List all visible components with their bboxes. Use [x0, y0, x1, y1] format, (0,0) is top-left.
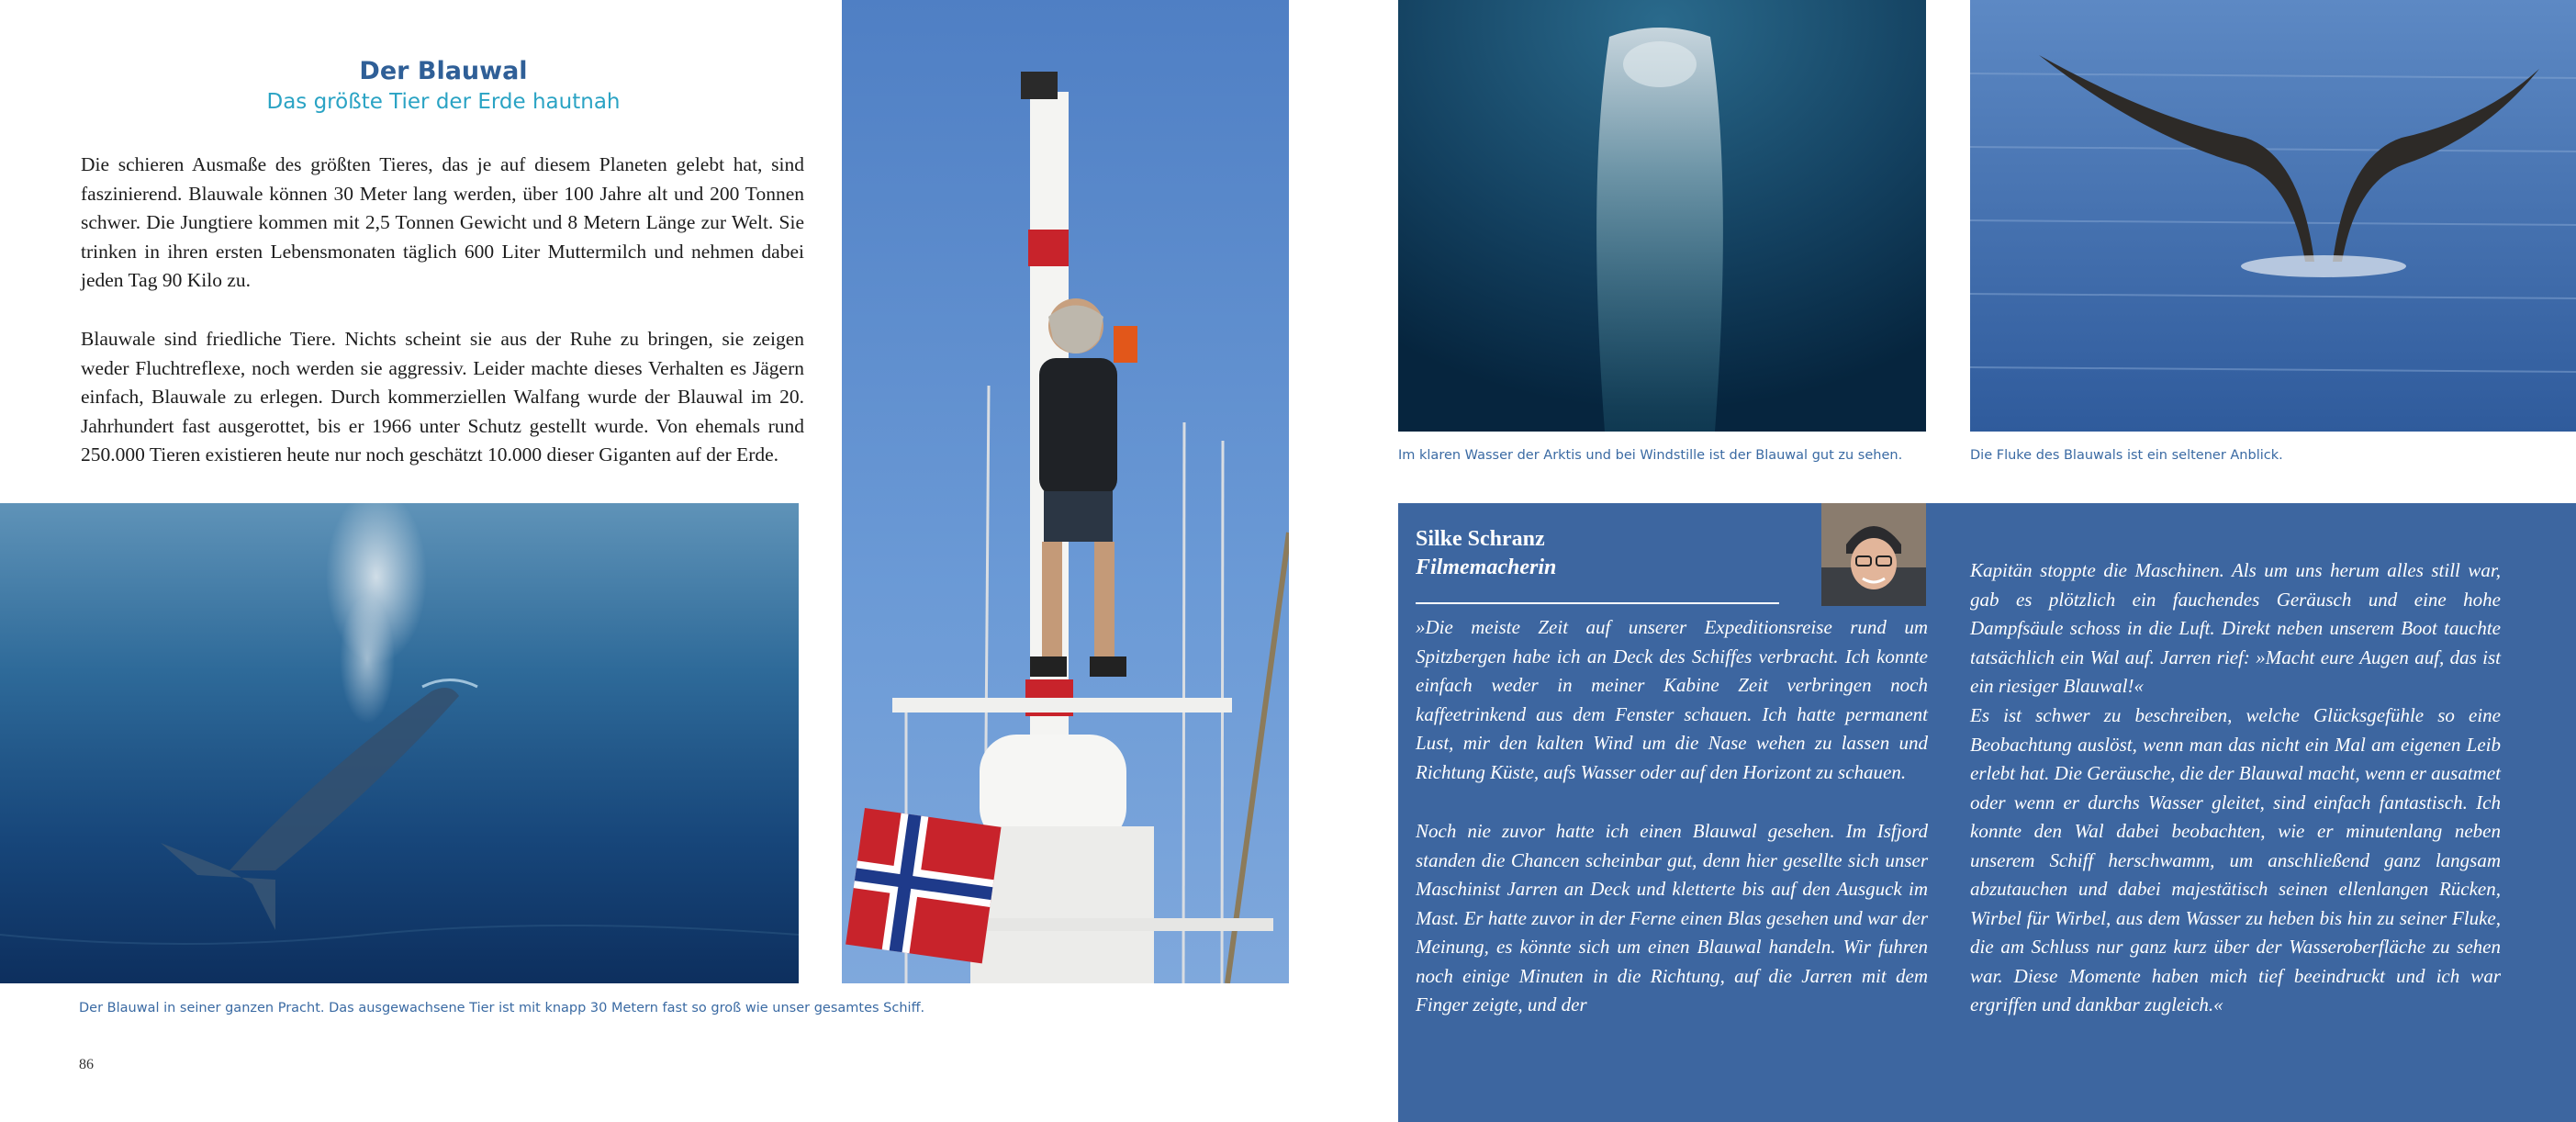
body-paragraph-1: Die schieren Ausmaße des größten Tieres, das je auf diesem Planeten gelebt hat, sind faszinierend. Blauwale können 30 Meter lang werden, über 100 Jahre alt und 200 Tonnen schwer. Die Jungtiere kommen mit 2,5 Tonnen Gewicht und 8 Metern Länge zur Welt. Sie trinken in ihren ersten Lebensmonaten täglich 600 Liter Muttermilch und nehmen dabei jeden Tag 90 Kilo zu. — [81, 153, 804, 291]
whale-fluke-photo — [1970, 0, 2576, 432]
ship-mast-photo — [842, 0, 1289, 983]
name-divider — [1416, 602, 1779, 604]
underwater-photo-caption: Im klaren Wasser der Arktis und bei Windstille ist der Blauwal gut zu sehen. — [1398, 448, 1903, 463]
blue-whale-sea-photo — [0, 503, 799, 983]
interviewee-portrait — [1821, 503, 1926, 606]
article-title: Der Blauwal — [359, 57, 528, 85]
interview-quote-col2-paragraph2: Es ist schwer zu beschreiben, welche Glücksgefühle so eine Beobachtung auslöst, wenn man das nicht ein Mal am eigenen Leib erlebt hat. Die Geräusche, die der Blauwal macht, wenn er ausatmet oder wenn er durchs Wasser gleitet, sind einfach fantastisch. Ich konnte den Wal dabei beobachten, wie er minutenlang neben unserem Schiff herschwamm, um anschließend ganz langsam abzutauchen und dabei majestätisch seinen ellenlangen Rücken, Wirbel für Wirbel, aus dem Wasser zu heben bis hin zu seiner Fluke, die am Schluss nur ganz kurz über der Wasseroberfläche zu sehen war. Diese Momente haben mich tief beeindruckt und ich war ergriffen und dankbar zugleich.« — [1970, 704, 2501, 1015]
interviewee-role: Filmemacherin — [1416, 555, 1557, 579]
page-number: 86 — [79, 1057, 94, 1072]
article-subtitle: Das größte Tier der Erde hautnah — [266, 90, 621, 114]
interview-quote-col1-paragraph2: Noch nie zuvor hatte ich einen Blauwal gesehen. Im Isfjord standen die Chancen scheinbar gut, denn hier gesellte sich unser Maschinist Jarren an Deck und kletterte bis auf den Ausguck im Mast. Er hatte zuvor in der Ferne einen Blas gesehen und war der Meinung, es könnte sich um einen Blauwal handeln. Wir fuhren noch einige Minuten in die Richtung, auf die Jarren mit dem Finger zeigte, und der — [1416, 820, 1928, 1015]
body-paragraph-2: Blauwale sind friedliche Tiere. Nichts scheint sie aus der Ruhe zu bringen, sie zeigen weder Fluchtreflexe, noch werden sie aggressiv. Leider machte dieses Verhalten es Jägern einfach, Blauwale zu erlegen. Durch kommerziellen Walfang wurde der Blauwal im 20. Jahrhundert fast ausgerottet, bis er 1966 unter Schutz gestellt wurde. Von ehemals rund 250.000 Tieren existieren heute nur noch geschätzt 10.000 dieser Giganten auf der Erde. — [81, 328, 804, 466]
underwater-whale-photo — [1398, 0, 1926, 432]
interview-quote-col2-paragraph1: Kapitän stoppte die Maschinen. Als um uns herum alles still war, gab es plötzlich ein fauchendes Geräusch und eine hohe Dampfsäule schoss in die Luft. Direkt neben unserem Boot tauchte tatsächlich ein Wal auf. Jarren rief: »Macht eure Augen auf, das ist ein riesiger Blauwal!« — [1970, 559, 2501, 697]
sea-photo-caption: Der Blauwal in seiner ganzen Pracht. Das ausgewachsene Tier ist mit knapp 30 Metern fast so groß wie unser gesamtes Schiff. — [79, 1001, 925, 1015]
interviewee-name: Silke Schranz — [1416, 527, 1545, 551]
interview-quote-col1-paragraph1: »Die meiste Zeit auf unserer Expeditionsreise rund um Spitzbergen habe ich an Deck des Schiffes verbracht. Ich konnte einfach weder in meiner Kabine Zeit verbringen noch kaffeetrinkend aus dem Fenster schauen. Ich hatte permanent Lust, mir den kalten Wind um die Nase wehen zu lassen und Richtung Küste, aufs Wasser oder auf den Horizont zu schauen. — [1416, 616, 1928, 783]
fluke-photo-caption: Die Fluke des Blauwals ist ein seltener Anblick. — [1970, 448, 2283, 463]
